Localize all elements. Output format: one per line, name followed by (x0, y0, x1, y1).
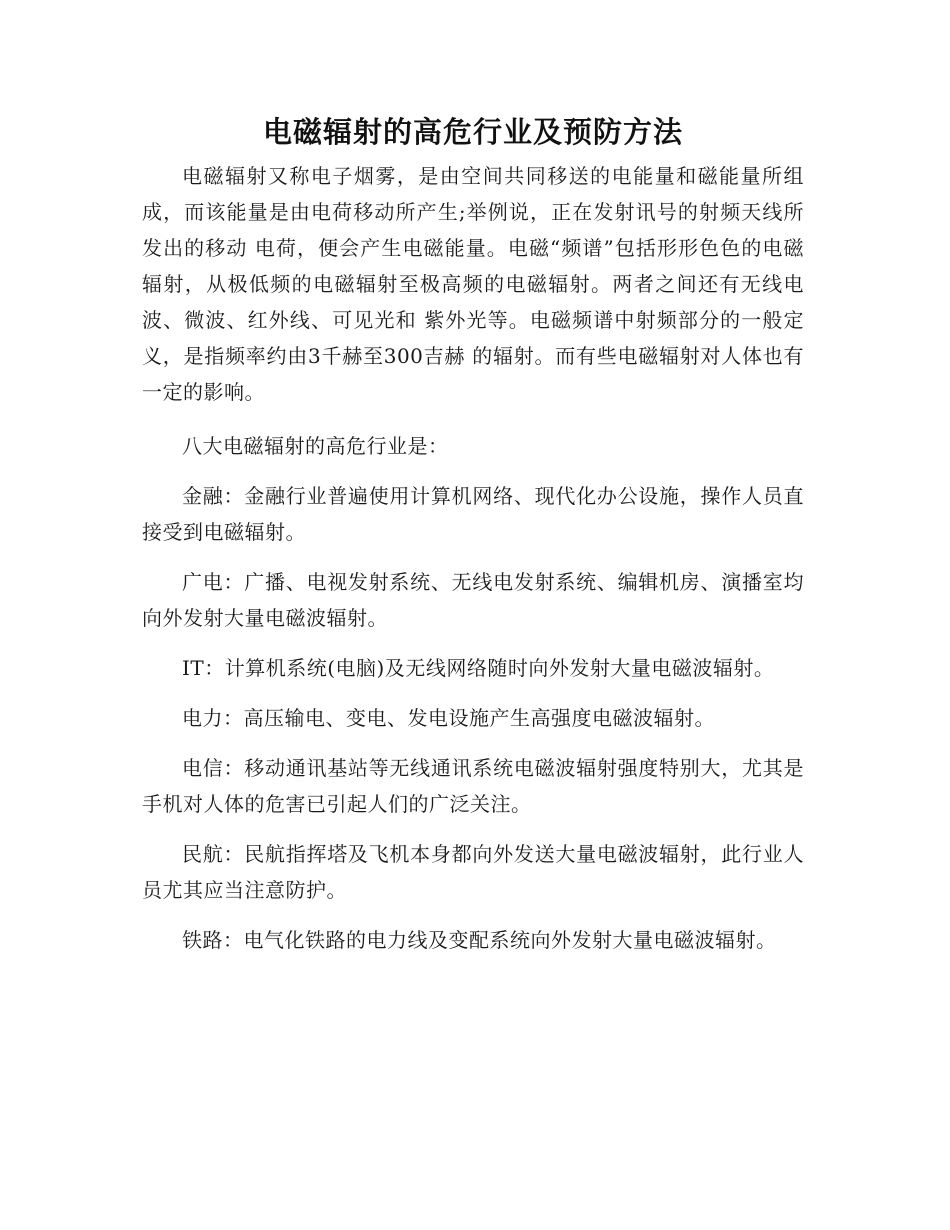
list-heading: 八大电磁辐射的高危行业是： (182, 434, 449, 458)
industry-item-aviation: 民航：民航指挥塔及飞机本身都向外发送大量电磁波辐射，此行业人员尤其应当注意防护。 (142, 842, 804, 902)
industry-item-railway: 铁路：电气化铁路的电力线及变配系统向外发射大量电磁波辐射。 (182, 928, 777, 952)
industry-item-it: IT：计算机系统(电脑)及无线网络随时向外发射大量电磁波辐射。 (182, 656, 775, 680)
document-page (142, 112, 804, 972)
industry-item-broadcast: 广电：广播、电视发射系统、无线电发射系统、编辑机房、演播室均向外发射大量电磁波辐射。 (142, 570, 804, 630)
industry-item-power: 电力：高压输电、变电、发电设施产生高强度电磁波辐射。 (182, 706, 715, 730)
intro-paragraph: 电磁辐射又称电子烟雾，是由空间共同移送的电能量和磁能量所组成，而该能量是由电荷移动所产生;举例说，正在发射讯号的射频天线所发出的移动 电荷，便会产生电磁能量。电磁“频谱”包括形形色色的电磁辐射，从极低频的电磁辐射至极高频的电磁辐射。两者之间还有无线电波、微波、红外线、可见光和 紫外光等。电磁频谱中射频部分的一般定义，是指频率约由3千赫至300吉赫 的辐射。而有些电磁辐射对人体也有一定的影响。 (142, 164, 804, 404)
industry-item-finance: 金融：金融行业普遍使用计算机网络、现代化办公设施，操作人员直接受到电磁辐射。 (142, 484, 804, 544)
document-title: 电磁辐射的高危行业及预防方法 (262, 115, 683, 149)
industry-item-telecom: 电信：移动通讯基站等无线通讯系统电磁波辐射强度特别大，尤其是手机对人体的危害已引起人们的广泛关注。 (142, 756, 804, 816)
